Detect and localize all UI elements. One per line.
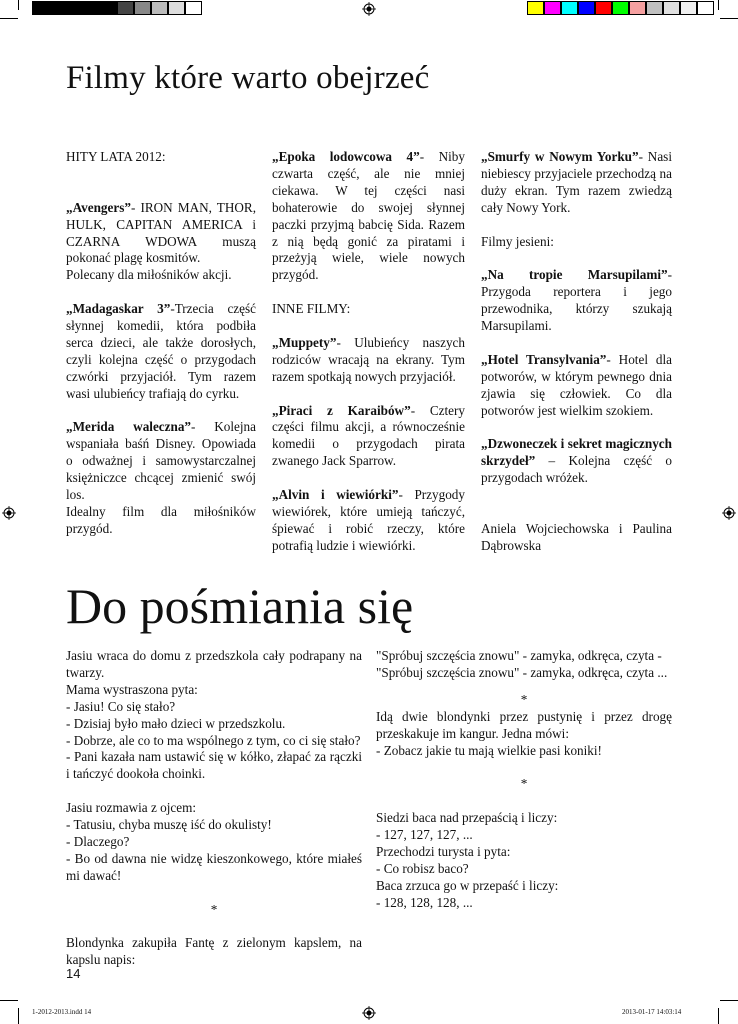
joke-line: - Zobacz jakie tu mają wielkie pasi koniki! [376,742,602,758]
joke-separator: * [520,776,528,792]
film-entry: „Dzwoneczek i sekret magicznych skrzydeł” – Kolejna część o przygodach wróżek. [481,436,672,486]
color-swatch [561,1,578,15]
joke-separator: * [210,901,218,917]
color-swatch [151,1,168,15]
joke-line: - Bo od dawna nie widzę kieszonkowego, które miałeś mi dawać! [66,850,362,883]
color-swatch [544,1,561,15]
crop-mark [0,1000,18,1001]
joke-line: "Spróbuj szczęścia znowu" - zamyka, odkręca, czyta - [376,648,662,663]
joke-line: Mama wystraszona pyta: [66,681,198,697]
color-swatch [66,1,83,15]
color-swatch [646,1,663,15]
column-heading: Filmy jesieni: [481,233,554,249]
crop-mark [718,0,719,10]
film-entry: „Merida waleczna”- Kolejna wspaniała baśń Disney. Opowiada o odważnej i samowystarczalnej księżniczce chcącej zmienić swój los. [66,419,256,503]
section-title-films: Filmy które warto obejrzeć [66,60,430,96]
authors-credit: Aniela Wojciechowska i Paulina Dąbrowska [481,520,672,553]
page-number: 14 [66,966,81,981]
column-heading: HITY LATA 2012: [66,149,166,164]
joke-line: "Spróbuj szczęścia znowu" - zamyka, odkręca, czyta ... [376,664,668,680]
color-swatch [527,1,544,15]
joke-line: - 127, 127, 127, ... [376,827,473,843]
color-swatch [49,1,66,15]
color-swatch [134,1,151,15]
registration-mark-icon [362,2,376,16]
column-heading: INNE FILMY: [272,301,351,317]
film-entry: „Muppety”- Ulubieńcy naszych rodziców wracają na ekrany. Tym razem spotkają nowych przyjaciół. [272,334,465,384]
joke-line: - Dobrze, ale co to ma wspólnego z tym, co ci się stało? [66,732,361,748]
joke-line: - Tatusiu, chyba muszę iść do okulisty! [66,817,272,833]
color-swatch [663,1,680,15]
joke-line: Przechodzi turysta i pyta: [376,843,511,859]
joke-line: Blondynka zakupiła Fantę z zielonym kapslem, na kapslu napis: [66,935,362,968]
color-swatch [83,1,100,15]
joke-separator: * [520,691,528,707]
color-swatch [697,1,714,15]
film-entry: „Piraci z Karaibów”- Cztery części filmu akcji, a równocześnie komedii o przygodach pirata zwanego Jack Sparrow. [272,402,466,469]
color-swatch [32,1,49,15]
color-swatch [117,1,134,15]
color-swatch [595,1,612,15]
film-note: Polecany dla miłośników akcji. [66,267,232,283]
joke-line: - Dzisiaj było mało dzieci w przedszkolu. [66,715,286,731]
joke-line: - Pani kazała nam ustawić się w kółko, złapać za rączki i tańczyć dookoła choinki. [66,749,362,782]
films-column-3 [481,149,672,555]
slug-file-info: 1-2012-2013.indd 14 [32,1008,92,1016]
color-swatch [612,1,629,15]
film-entry: „Na tropie Marsupilami”- Przygoda reportera i jego przewodnika, którzy szukają Marsupilami. [481,267,672,334]
film-entry: „Alvin i wiewiórki”- Przygody wiewiórek, które umieją tańczyć, śpiewać i robić rzeczy, które potrafią ludzie i wiewiórki. [272,487,465,553]
joke-line: - Co robisz baco? [376,860,469,876]
crop-mark [18,0,19,10]
jokes-column-right [376,648,672,912]
jokes-column-left [66,648,362,969]
color-bar-right [527,1,714,15]
color-bar-left [32,1,202,15]
joke-line: - 128, 128, 128, ... [376,894,473,910]
crop-mark [720,18,738,19]
registration-mark-icon [722,506,736,520]
film-entry: „Madagaskar 3”-Trzecia część słynnej komedii, która podbiła serca dzieci, ale także dorosłych, czyli kolejna część o przygodach czwórki przyjaciół. Tym razem wasi ulubieńcy trafiają do cyrku. [66,301,256,401]
color-swatch [185,1,202,15]
joke-line: Baca zrzuca go w przepaść i liczy: [376,877,559,893]
color-swatch [168,1,185,15]
film-entry: „Smurfy w Nowym Yorku”- Nasi niebiescy przyjaciele przechodzą na duży ekran. Tym razem zwiedzą cały Nowy York. [481,149,672,215]
film-note: Idealny film dla miłośników przygód. [66,503,256,536]
joke-line: Jasiu rozmawia z ojcem: [66,800,196,816]
joke-line: Siedzi baca nad przepaścią i liczy: [376,810,558,826]
crop-mark [718,1008,719,1024]
registration-mark-icon [2,506,16,520]
color-swatch [578,1,595,15]
crop-mark [720,1000,738,1001]
films-column-1 [66,149,256,538]
color-swatch [100,1,117,15]
joke-line: - Dlaczego? [66,833,130,849]
joke-line: Idą dwie blondynki przez pustynię i przez drogę przeskakuje im kangur. Jedna mówi: [376,708,672,741]
joke-line: - Jasiu! Co się stało? [66,698,176,714]
films-column-2 [272,149,465,555]
registration-mark-icon [362,1006,376,1020]
film-entry: „Hotel Transylvania”- Hotel dla potworów, w którym pewnego dnia zjawia się człowiek. Co dla potworów jest wielkim szokiem. [481,351,672,418]
color-swatch [680,1,697,15]
crop-mark [0,18,18,19]
slug-timestamp: 2013-01-17 14:03:14 [622,1008,682,1016]
film-entry: „Epoka lodowcowa 4”- Niby czwarta część, ale nie mniej ciekawa. W tej części nasi bohaterowie do swojej słynnej paczki przyjmą babcię Sida. Razem z nią będą gonić za piratami i przeżyją wiele, wiele nowych przygód. [272,149,465,283]
color-swatch [629,1,646,15]
section-title-jokes: Do pośmiania się [66,578,414,634]
film-entry: „Avengers”- IRON MAN, THOR, HULK, CAPITAN AMERICA i CZARNA WDOWA muszą pokonać plagę kosmitów. [66,199,256,266]
joke-line: Jasiu wraca do domu z przedszkola cały podrapany na twarzy. [66,648,362,680]
crop-mark [18,1008,19,1024]
